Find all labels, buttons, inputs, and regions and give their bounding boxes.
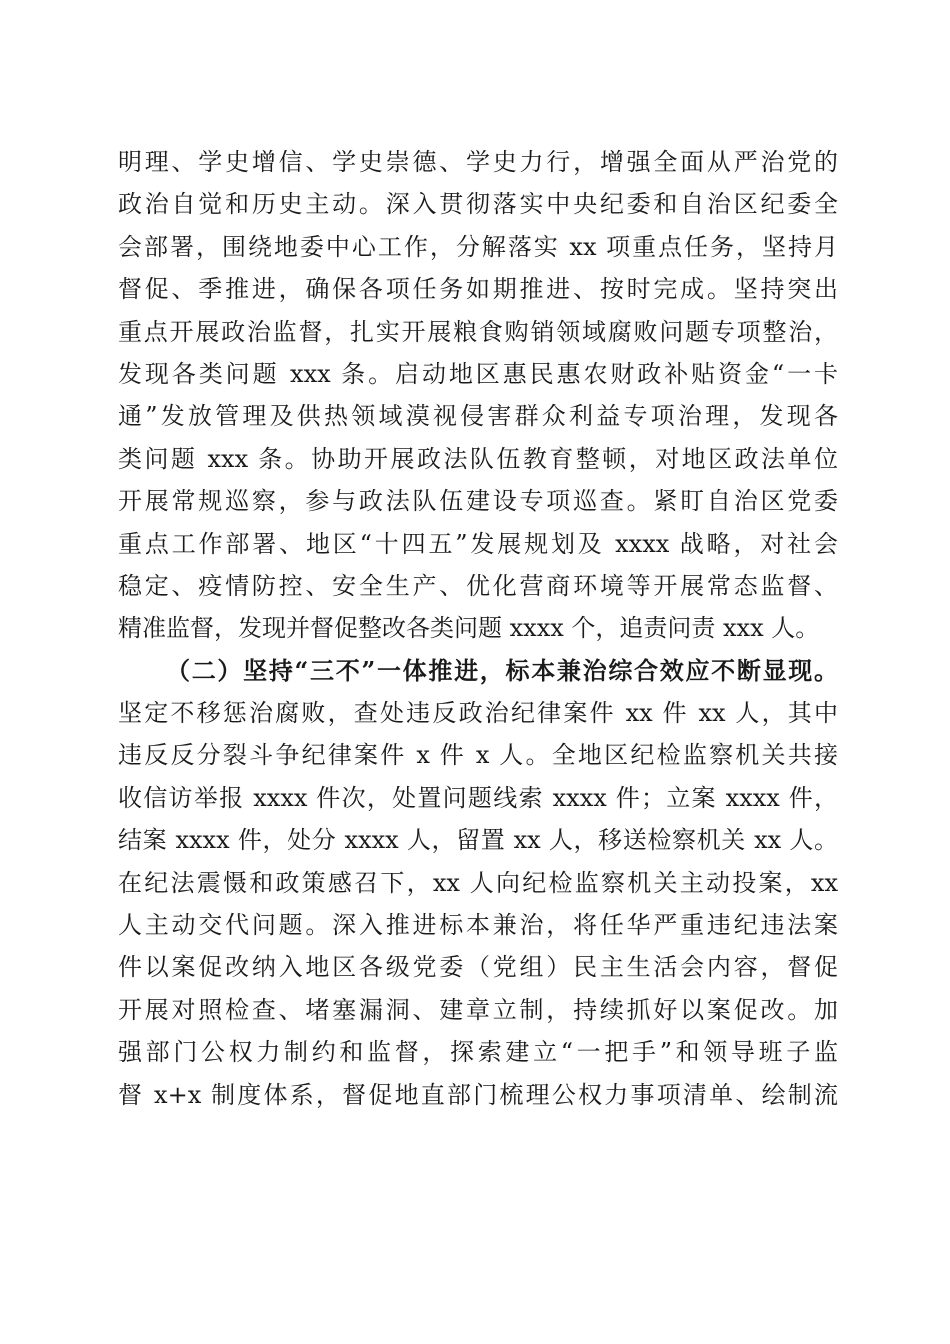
paragraph2-line-3: 收信访举报 xxxx 件次，处置问题线索 xxxx 件；立案 xxxx 件， — [118, 783, 838, 812]
paragraph2-line-2: 违反反分裂斗争纪律案件 x 件 x 人。全地区纪检监察机关共接 — [118, 741, 838, 770]
paragraph1-line-8: 类问题 xxx 条。协助开展政法队伍教育整顿，对地区政法单位 — [118, 444, 838, 473]
body-text — [118, 141, 838, 1116]
paragraph2-line-9: 强部门公权力制约和监督，探索建立“一把手”和领导班子监 — [118, 1038, 838, 1067]
paragraph1-line-1: 明理、学史增信、学史崇德、学史力行，增强全面从严治党的 — [118, 148, 838, 176]
paragraph1-line-9: 开展常规巡察，参与政法队伍建设专项巡查。紧盯自治区党委 — [118, 487, 838, 516]
paragraph2-line-6: 人主动交代问题。深入推进标本兼治，将任华严重违纪违法案 — [118, 911, 838, 940]
paragraph1-line-3: 会部署，围绕地委中心工作，分解落实 xx 项重点任务，坚持月 — [118, 232, 838, 261]
paragraph2-line-10: 督 x+x 制度体系，督促地直部门梳理公权力事项清单、绘制流 — [118, 1080, 838, 1109]
paragraph2-line-7: 件以案促改纳入地区各级党委（党组）民主生活会内容，督促 — [118, 953, 838, 982]
paragraph1-line-11: 稳定、疫情防控、安全生产、优化营商环境等开展常态监督、 — [118, 571, 838, 600]
paragraph1-line-5: 重点开展政治监督，扎实开展粮食购销领域腐败问题专项整治， — [118, 317, 838, 346]
section-heading: （二）坚持“三不”一体推进，标本兼治综合效应不断显现。 — [166, 655, 838, 685]
paragraph1-line-4: 督促、季推进，确保各项任务如期推进、按时完成。坚持突出 — [118, 275, 838, 304]
paragraph1-line-10: 重点工作部署、地区“十四五”发展规划及 xxxx 战略，对社会 — [118, 529, 838, 558]
paragraph2-line-8: 开展对照检查、堵塞漏洞、建章立制，持续抓好以案促改。加 — [118, 995, 838, 1024]
paragraph2-line-5: 在纪法震慑和政策感召下，xx 人向纪检监察机关主动投案，xx — [118, 868, 838, 897]
paragraph1-line-7: 通”发放管理及供热领域漠视侵害群众利益专项治理，发现各 — [118, 402, 838, 431]
paragraph2-line-4: 结案 xxxx 件，处分 xxxx 人，留置 xx 人，移送检察机关 xx 人。 — [118, 826, 838, 855]
paragraph1-line-12: 精准监督，发现并督促整改各类问题 xxxx 个，追责问责 xxx 人。 — [118, 614, 820, 643]
paragraph1-line-2: 政治自觉和历史主动。深入贯彻落实中央纪委和自治区纪委全 — [118, 190, 838, 219]
paragraph2-line-1: 坚定不移惩治腐败，查处违反政治纪律案件 xx 件 xx 人，其中 — [118, 699, 838, 728]
paragraph1-line-6: 发现各类问题 xxx 条。启动地区惠民惠农财政补贴资金“一卡 — [118, 359, 838, 388]
